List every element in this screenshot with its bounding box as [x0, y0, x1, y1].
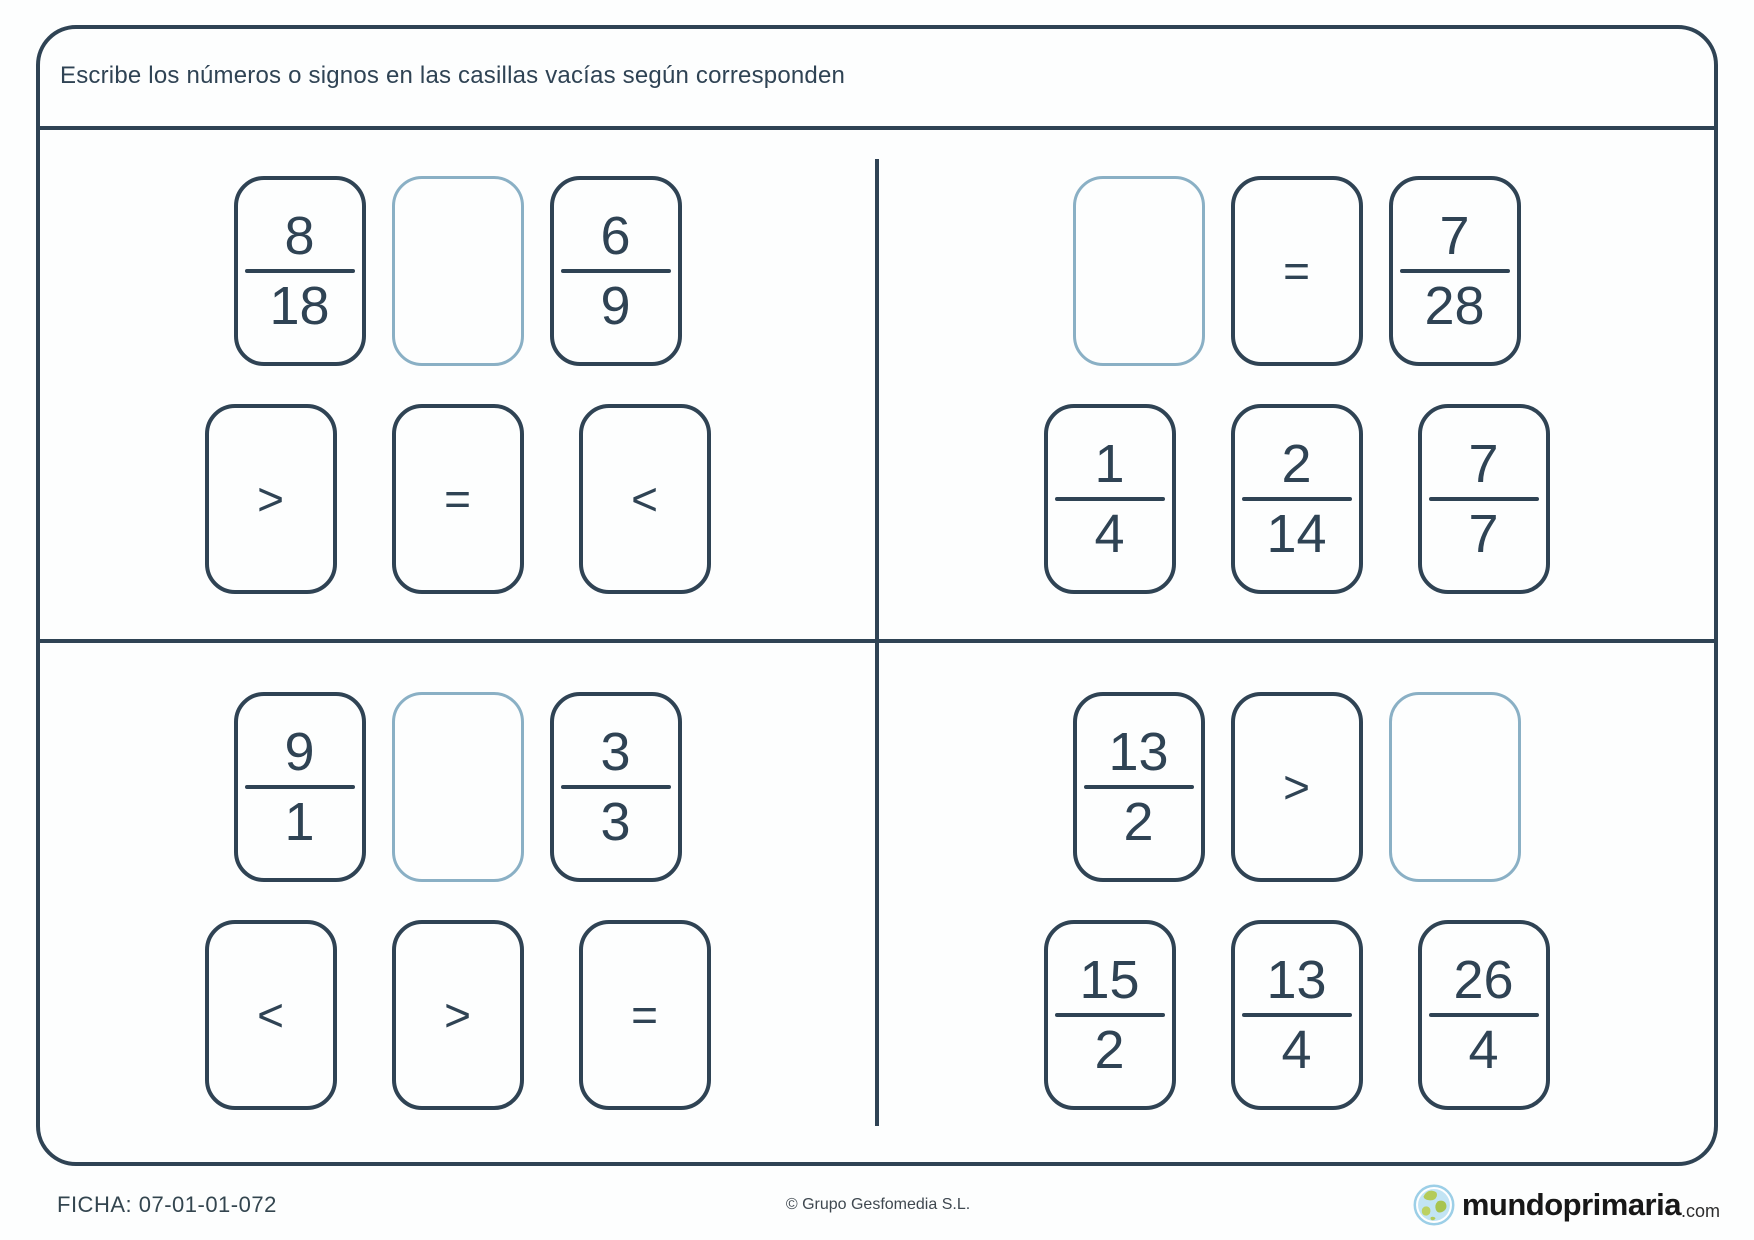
fraction-numerator: 3	[600, 721, 631, 782]
fraction-denominator: 4	[1281, 1019, 1312, 1080]
fraction-numerator: 7	[1468, 433, 1499, 494]
options-row	[1044, 920, 1550, 1110]
fraction-card	[1073, 692, 1205, 882]
fraction-card	[234, 176, 366, 366]
comparison-sign: >	[444, 988, 471, 1041]
fraction-numerator: 13	[1108, 721, 1169, 782]
fraction-card	[1231, 404, 1363, 594]
empty-answer-box[interactable]	[1073, 176, 1205, 366]
comparison-sign: =	[444, 472, 471, 525]
sign-card	[392, 404, 524, 594]
ficha-code: FICHA: 07-01-01-072	[57, 1192, 277, 1217]
fraction-numerator: 2	[1281, 433, 1312, 494]
exercise-bottom-right	[879, 643, 1714, 1158]
brand-tld: .com	[1680, 1201, 1720, 1221]
fraction-bar	[1084, 785, 1194, 789]
exercise-top-left	[40, 130, 875, 639]
fraction-denominator: 4	[1468, 1019, 1499, 1080]
fraction-numerator: 26	[1453, 949, 1514, 1010]
puzzle-row	[1073, 176, 1521, 366]
exercise-top-right	[879, 130, 1714, 639]
fraction-numerator: 1	[1094, 433, 1125, 494]
brand-name: mundoprimaria	[1461, 1187, 1681, 1222]
options-row	[1044, 404, 1550, 594]
fraction-numerator: 13	[1266, 949, 1327, 1010]
copyright-text: © Grupo Gesfomedia S.L.	[785, 1196, 971, 1213]
fraction-card	[1418, 404, 1550, 594]
fraction-card	[550, 692, 682, 882]
fraction-card	[550, 176, 682, 366]
fraction-card	[1044, 404, 1176, 594]
exercise-bottom-left	[40, 643, 875, 1158]
fraction-denominator: 2	[1123, 791, 1154, 852]
worksheet-sheet	[36, 25, 1718, 1166]
comparison-sign: =	[631, 988, 658, 1041]
fraction-denominator: 1	[284, 791, 315, 852]
sign-card	[1231, 176, 1363, 366]
fraction-bar	[1400, 269, 1510, 273]
comparison-sign: >	[1283, 760, 1310, 813]
comparison-sign: >	[257, 472, 284, 525]
puzzle-row	[234, 692, 682, 882]
fraction-card	[234, 692, 366, 882]
fraction-numerator: 15	[1079, 949, 1140, 1010]
fraction-bar	[561, 269, 671, 273]
empty-answer-box[interactable]	[1389, 692, 1521, 882]
puzzle-row	[1073, 692, 1521, 882]
fraction-bar	[245, 269, 355, 273]
footer	[36, 1178, 1720, 1232]
comparison-sign: =	[1283, 244, 1310, 297]
sign-card	[579, 404, 711, 594]
fraction-bar	[1242, 497, 1352, 501]
fraction-numerator: 6	[600, 205, 631, 266]
fraction-denominator: 9	[600, 275, 631, 336]
instruction-bar	[40, 29, 1714, 130]
empty-answer-box[interactable]	[392, 692, 524, 882]
fraction-denominator: 3	[600, 791, 631, 852]
fraction-card	[1389, 176, 1521, 366]
fraction-denominator: 4	[1094, 503, 1125, 564]
sign-card	[579, 920, 711, 1110]
fraction-bar	[245, 785, 355, 789]
puzzle-row	[234, 176, 682, 366]
fraction-denominator: 14	[1266, 503, 1327, 564]
comparison-sign: <	[257, 988, 284, 1041]
fraction-card	[1418, 920, 1550, 1110]
fraction-numerator: 7	[1439, 205, 1470, 266]
worksheet-body	[40, 130, 1714, 1158]
fraction-card	[1044, 920, 1176, 1110]
fraction-denominator: 18	[269, 275, 330, 336]
options-row	[205, 404, 711, 594]
fraction-bar	[1429, 497, 1539, 501]
sign-card	[205, 404, 337, 594]
comparison-sign: <	[631, 472, 658, 525]
brand-logo	[1413, 1184, 1720, 1226]
fraction-denominator: 7	[1468, 503, 1499, 564]
instruction-text: Escribe los números o signos en las casillas vacías según corresponden	[60, 61, 846, 89]
globe-icon	[1413, 1184, 1455, 1226]
fraction-bar	[561, 785, 671, 789]
fraction-denominator: 28	[1424, 275, 1485, 336]
fraction-numerator: 8	[284, 205, 315, 266]
options-row	[205, 920, 711, 1110]
fraction-bar	[1055, 497, 1165, 501]
fraction-card	[1231, 920, 1363, 1110]
fraction-denominator: 2	[1094, 1019, 1125, 1080]
sign-card	[1231, 692, 1363, 882]
fraction-numerator: 9	[284, 721, 315, 782]
fraction-bar	[1242, 1013, 1352, 1017]
empty-answer-box[interactable]	[392, 176, 524, 366]
sign-card	[392, 920, 524, 1110]
sign-card	[205, 920, 337, 1110]
fraction-bar	[1429, 1013, 1539, 1017]
fraction-bar	[1055, 1013, 1165, 1017]
